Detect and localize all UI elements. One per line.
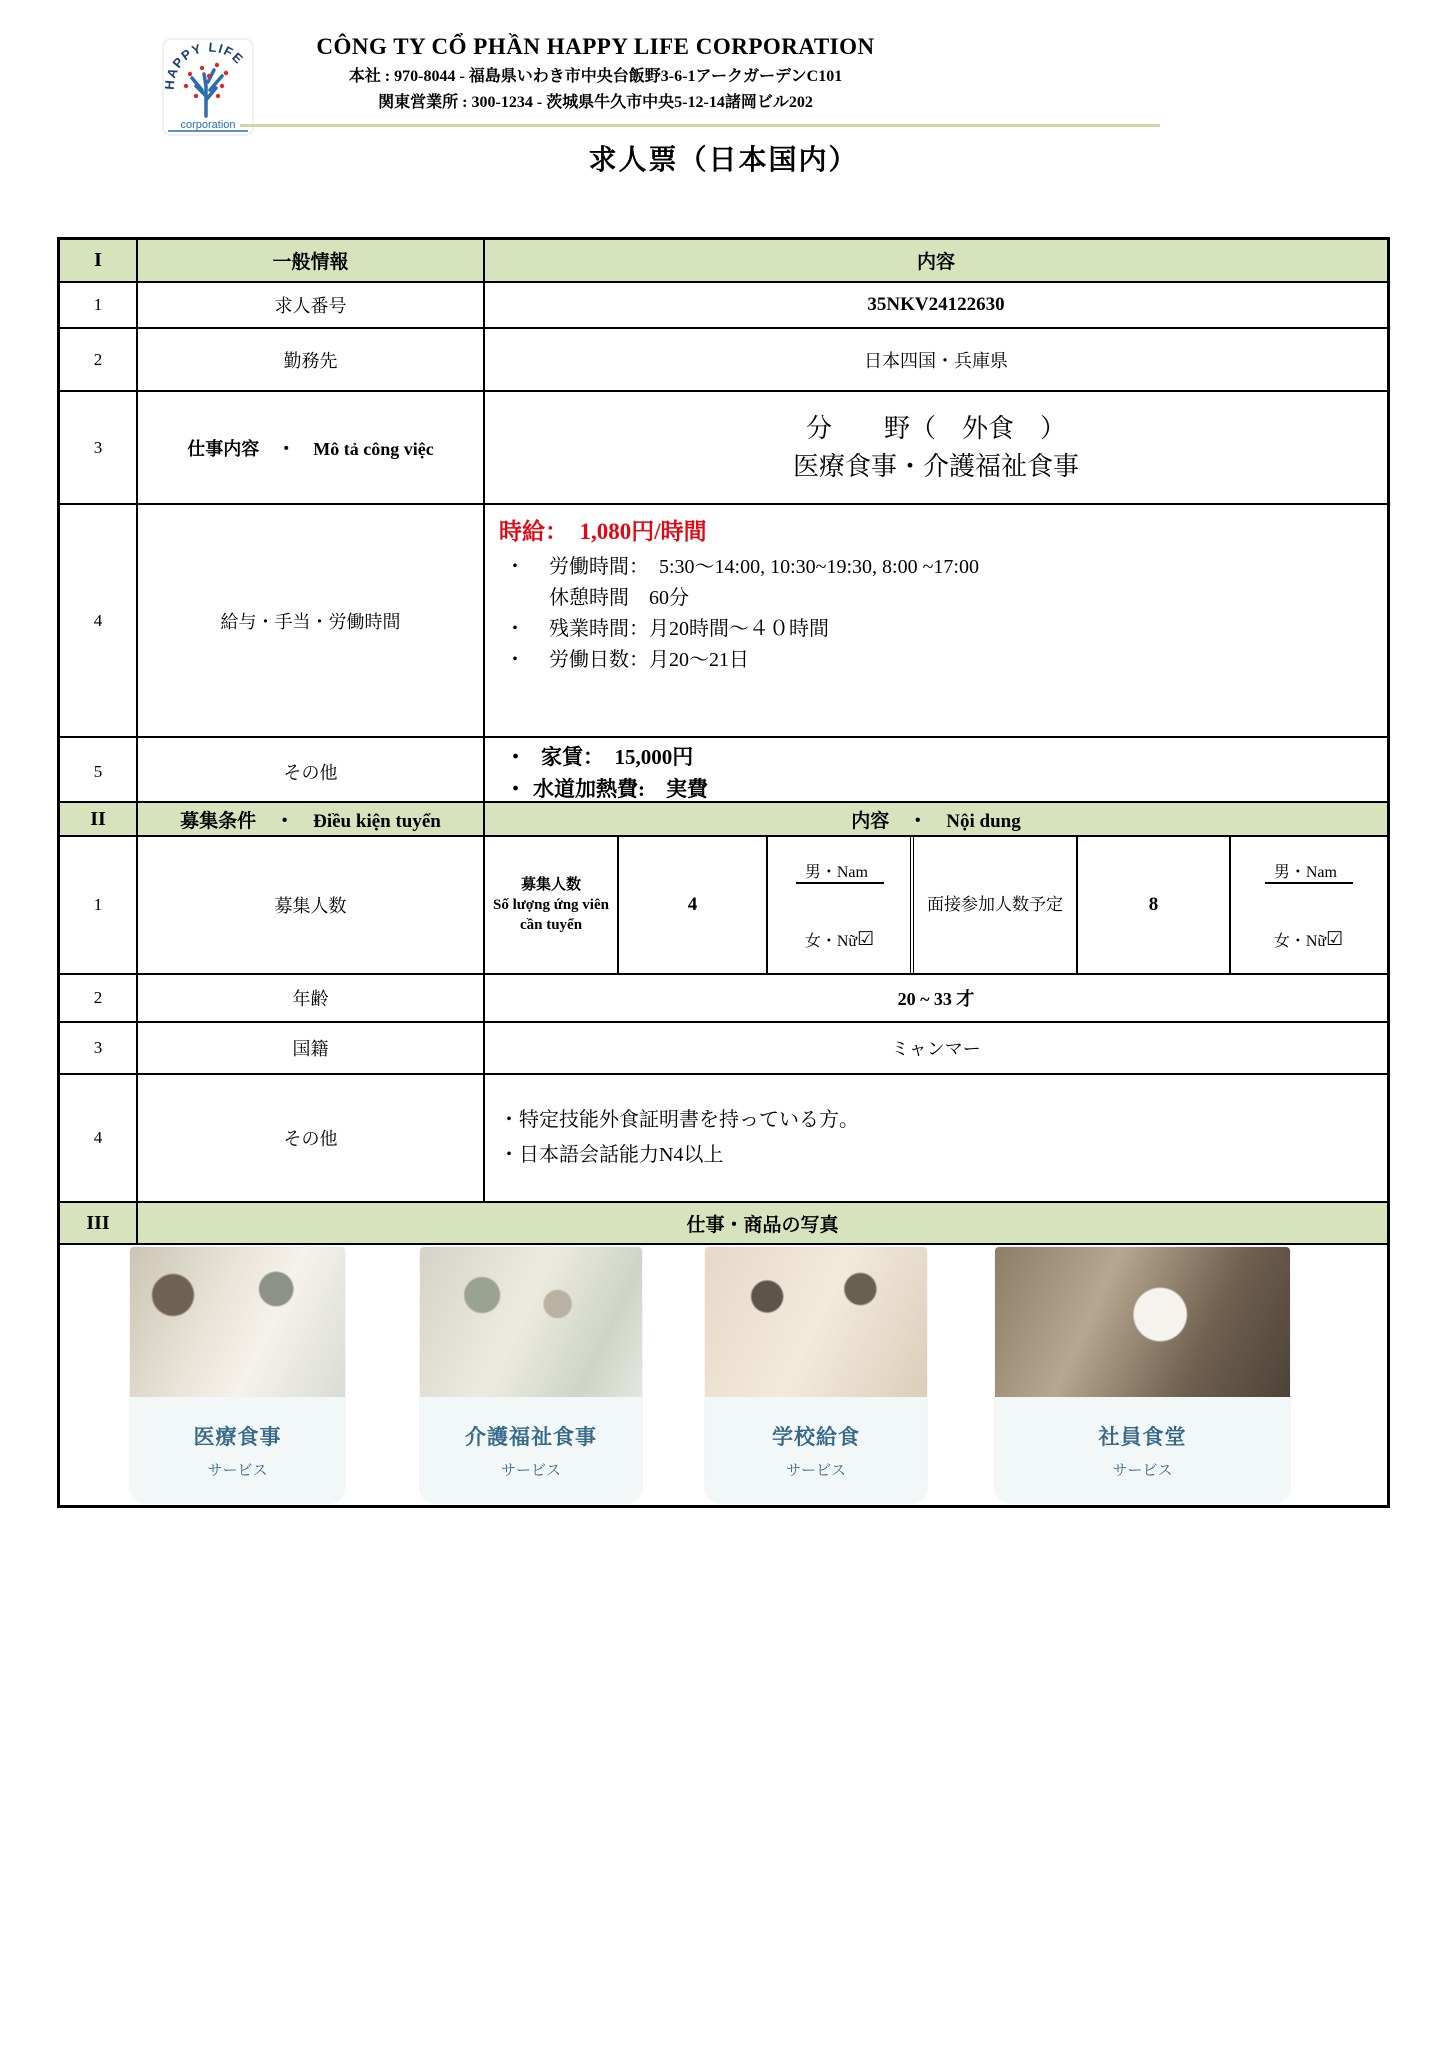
- happy-life-logo-icon: [162, 38, 254, 136]
- table-row: [60, 283, 1387, 329]
- row-number: 1: [60, 837, 138, 973]
- recruit-sublabel-vn: Số lượng ứng viên cần tuyển: [493, 896, 609, 934]
- kanto-office-address: 関東営業所 : 300-1234 - 茨城県牛久市中央5-12-14諸岡ビル202: [378, 94, 813, 111]
- bullet-mark: ・: [505, 556, 525, 578]
- recruit-gender-cell: [768, 837, 912, 973]
- bullet-mark: ・: [505, 745, 526, 769]
- photo-card-school: [705, 1247, 927, 1503]
- section-1-index: I: [60, 240, 138, 281]
- working-hours-text: 労働時間： 5:30～14:00, 10:30~19:30, 8:00 ~17:00: [549, 556, 979, 578]
- section-3-header-row: [60, 1203, 1387, 1245]
- row-number: 1: [60, 283, 138, 327]
- section-3-index: III: [60, 1203, 138, 1243]
- photo-title: 社員食堂: [1098, 1424, 1187, 1449]
- row-number: 4: [60, 1075, 138, 1201]
- section-3-label: 仕事・商品の写真: [686, 1214, 839, 1236]
- recruit-sublabel: [485, 837, 619, 973]
- photo-title: 医療食事: [193, 1424, 282, 1449]
- age-value: 20 ~ 33 才: [897, 989, 975, 1009]
- rent-line: [497, 742, 693, 774]
- photo-subtitle: サービス: [207, 1462, 268, 1479]
- job-field-line: 分 野（ 外食 ）: [805, 413, 1066, 443]
- overtime-line: [497, 614, 829, 645]
- bullet-mark: ・: [505, 649, 525, 671]
- salary-label: 給与・手当・労働時間: [138, 505, 485, 736]
- row-number: 5: [60, 738, 138, 805]
- female-row: [796, 928, 884, 951]
- female-row: [1265, 928, 1353, 951]
- male-label: 男・Nam: [804, 863, 868, 881]
- photo-subtitle: サービス: [785, 1462, 846, 1479]
- utilities-text: 水道加熱費: 実費: [533, 776, 708, 801]
- bullet-mark: ・: [505, 776, 526, 801]
- row-number: 3: [60, 392, 138, 503]
- male-row: [796, 859, 884, 884]
- care-welfare-meal-photo: [420, 1247, 642, 1397]
- section-2-content-header: 内容 ・ Nội dung: [851, 810, 1021, 832]
- hourly-wage-value: 時給： 1,080円/時間: [499, 519, 707, 544]
- interview-count-value: 8: [1078, 837, 1231, 973]
- interview-count-label: 面接参加人数予定: [910, 837, 1078, 973]
- photos-row: [60, 1245, 1387, 1505]
- section-2-label: 募集条件 ・ Điều kiện tuyển: [138, 803, 485, 835]
- table-row: [60, 1075, 1387, 1203]
- photo-caption: [995, 1397, 1290, 1503]
- table-row: [60, 505, 1387, 738]
- working-hours-line: [497, 552, 979, 583]
- utilities-line: [497, 774, 708, 806]
- male-label: 男・Nam: [1273, 863, 1337, 881]
- recruit-count-value: 4: [619, 837, 768, 973]
- overtime-text: 残業時間：月20時間～４０時間: [549, 618, 829, 640]
- job-number-label: 求人番号: [138, 283, 485, 327]
- photo-caption: [130, 1397, 345, 1503]
- photo-card-company-cafeteria: [995, 1247, 1290, 1503]
- head-office-address: 本社 : 970-8044 - 福島県いわき市中央台飯野3-6-1アークガーデンC101: [348, 68, 843, 85]
- photo-title: 介護福祉食事: [465, 1424, 597, 1449]
- female-label: 女・Nữ: [1273, 932, 1327, 950]
- working-days-line: [497, 645, 749, 676]
- section-1-header-row: [60, 240, 1387, 283]
- company-cafeteria-photo: [995, 1247, 1290, 1397]
- table-row: [60, 738, 1387, 803]
- break-time-line: 休憩時間 60分: [549, 587, 689, 609]
- age-label: 年齢: [138, 975, 485, 1021]
- job-description-value: [485, 392, 1387, 503]
- job-type-line: 医療食事・介護福祉食事: [792, 451, 1079, 481]
- logo-arc-text: HAPPY LIFE: [162, 39, 247, 91]
- table-row: [60, 975, 1387, 1023]
- recruit-sublabel-jp: 募集人数: [520, 876, 581, 893]
- logo-caption: corporation: [180, 119, 236, 131]
- working-days-text: 労働日数：月20～21日: [549, 649, 749, 671]
- job-description-label: 仕事内容 ・ Mô tả công việc: [138, 392, 485, 503]
- row-number: 3: [60, 1023, 138, 1073]
- section-1-label: 一般情報: [138, 240, 485, 281]
- row-number: 2: [60, 975, 138, 1021]
- row-number: 4: [60, 505, 138, 736]
- company-header: [248, 34, 943, 112]
- photo-caption: [420, 1397, 642, 1503]
- photo-subtitle: サービス: [500, 1462, 561, 1479]
- photo-subtitle: サービス: [1112, 1462, 1173, 1479]
- work-location-label: 勤務先: [138, 329, 485, 390]
- recruit-count-details: [485, 837, 1387, 973]
- document-title: 求人票（日本国内）: [588, 145, 859, 176]
- company-logo: [162, 38, 254, 136]
- table-row: [60, 837, 1387, 975]
- medical-meal-photo: [130, 1247, 345, 1397]
- recruit-count-label: 募集人数: [138, 837, 485, 973]
- photo-caption: [705, 1397, 927, 1503]
- photo-title: 学校給食: [772, 1424, 860, 1449]
- salary-details: [485, 505, 1387, 736]
- company-name: CÔNG TY CỔ PHẦN HAPPY LIFE CORPORATION: [316, 34, 875, 59]
- section-1-content-header: 内容: [916, 252, 955, 273]
- photo-card-medical: [130, 1247, 345, 1503]
- female-label: 女・Nữ: [804, 932, 858, 950]
- other-conditions-label: その他: [138, 1075, 485, 1201]
- other-info-label: その他: [138, 738, 485, 805]
- checked-checkbox-icon: ☑: [857, 928, 875, 950]
- job-posting-table: [57, 237, 1390, 1508]
- nationality-label: 国籍: [138, 1023, 485, 1073]
- male-row: [1265, 859, 1353, 884]
- checked-checkbox-icon: ☑: [1326, 928, 1344, 950]
- photo-card-carewelfare: [420, 1247, 642, 1503]
- section-2-index: II: [60, 803, 138, 835]
- table-row: [60, 392, 1387, 505]
- school-lunch-photo: [705, 1247, 927, 1397]
- requirement-line: ・特定技能外食証明書を持っている方。: [499, 1109, 859, 1131]
- work-location-value: 日本四国・兵庫県: [864, 350, 1008, 371]
- nationality-value: ミャンマー: [891, 1039, 981, 1059]
- other-conditions-details: [485, 1075, 1387, 1201]
- table-row: [60, 1023, 1387, 1075]
- rent-text: 家賃： 15,000円: [541, 745, 694, 769]
- header-divider: [240, 124, 1160, 127]
- section-2-header-row: [60, 803, 1387, 837]
- bullet-mark: ・: [505, 618, 525, 640]
- row-number: 2: [60, 329, 138, 390]
- other-info-details: [485, 738, 1387, 805]
- table-row: [60, 329, 1387, 392]
- job-number-value: 35NKV24122630: [867, 294, 1005, 315]
- requirement-line: ・日本語会話能力N4以上: [499, 1144, 724, 1166]
- interview-gender-cell: [1231, 837, 1387, 973]
